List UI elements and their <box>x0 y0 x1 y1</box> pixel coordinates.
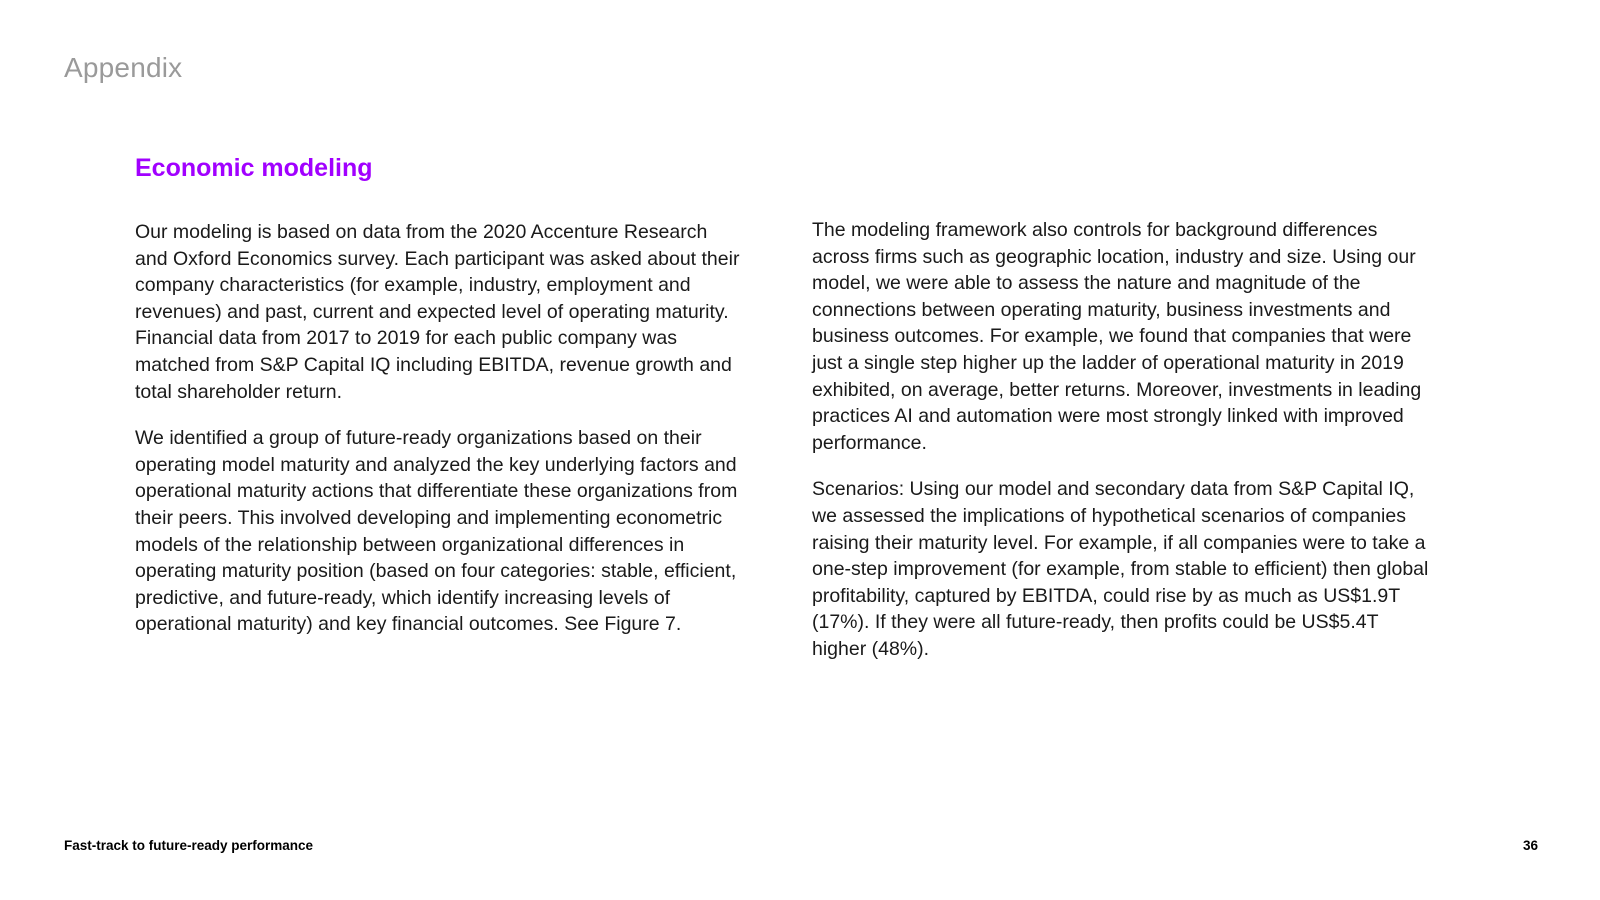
paragraph-modeling-data: Our modeling is based on data from the 2020 Accenture Research and Oxford Economics survey. Each participant was asked about their company characteristics (for example, industry, employment and revenues) and past, current and expected level of operating maturity. Financial data from 2017 to 2019 for each public company was matched from S&P Capital IQ including EBITDA, revenue growth and total shareholder return. <box>135 221 740 403</box>
left-column <box>135 219 745 658</box>
paragraph-scenarios: Scenarios: Using our model and secondary data from S&P Capital IQ, we assessed the implications of hypothetical scenarios of companies raising their maturity level. For example, if all companies were to take a one-step improvement (for example, from stable to efficient) then global profitability, captured by EBITDA, could rise by as much as US$1.9T (17%). If they were all future-ready, then profits could be US$5.4T higher (48%). <box>812 478 1429 660</box>
paragraph-modeling-framework: The modeling framework also controls for background differences across firms such as geographic location, industry and size. Using our model, we were able to assess the nature and magnitude of the connections between operating maturity, business investments and business outcomes. For example, we found that companies that were just a single step higher up the ladder of operational maturity in 2019 exhibited, on average, better returns. Moreover, investments in leading practices AI and automation were most strongly linked with improved performance. <box>812 219 1422 454</box>
footer-document-title: Fast-track to future-ready performance <box>64 838 314 853</box>
section-label: Appendix <box>64 52 183 83</box>
page-number: 36 <box>1522 838 1538 853</box>
right-column <box>812 217 1432 683</box>
paragraph-future-ready-organizations: We identified a group of future-ready organizations based on their operating model maturity and analyzed the key underlying factors and operational maturity actions that differentiate these organizations from their peers. This involved developing and implementing econometric models of the relationship between organizational differences in operating maturity position (based on four categories: stable, efficient, predictive, and future-ready, which identify increasing levels of operational maturity) and key financial outcomes. See Figure 7. <box>135 427 738 636</box>
page-heading: Economic modeling <box>135 154 373 182</box>
